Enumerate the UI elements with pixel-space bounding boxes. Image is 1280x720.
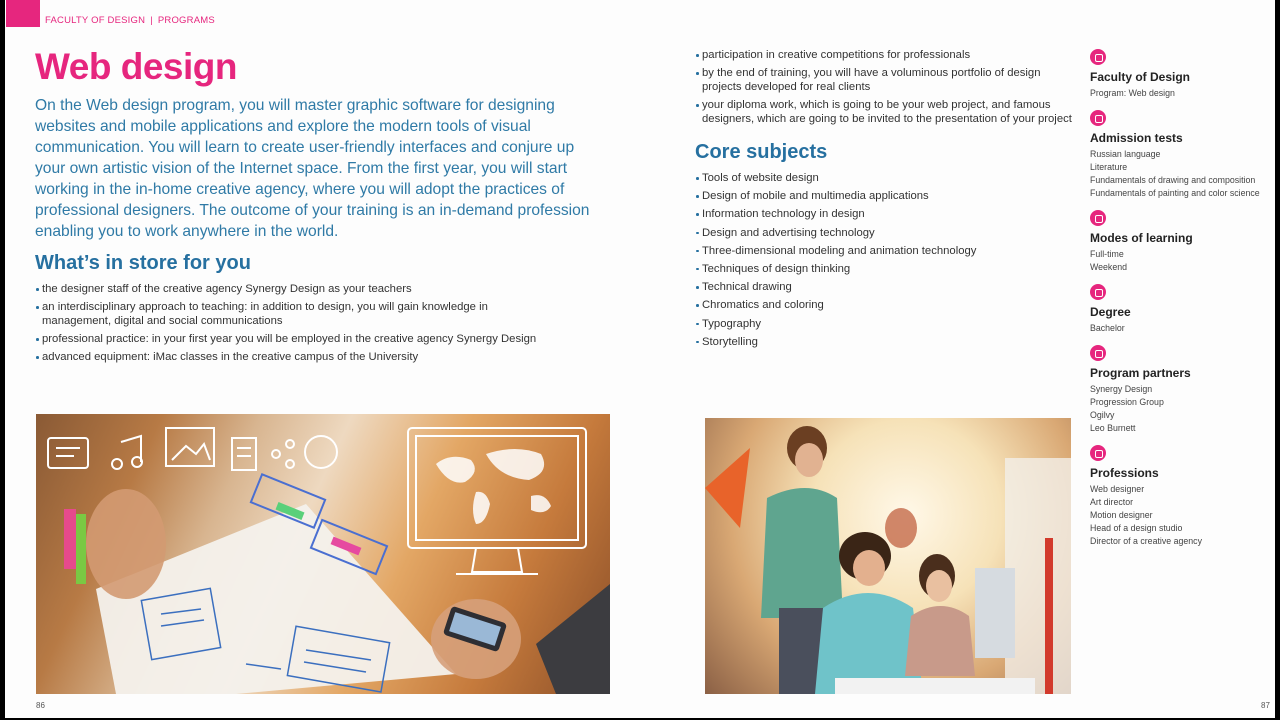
list-item: participation in creative competitions for professionals: [696, 48, 1076, 62]
list-item: Information technology in design: [696, 207, 1066, 221]
sidebar-item: Weekend: [1090, 262, 1128, 272]
sidebar-heading: Admission tests: [1090, 131, 1183, 145]
core-subjects-list: [696, 171, 1066, 353]
header-section: PROGRAMS: [157, 15, 215, 26]
list-item: an interdisciplinary approach to teaching: in addition to design, you will gain knowledge in management, digital and social communications: [36, 300, 556, 328]
header-faculty: FACULTY OF DESIGN: [45, 15, 146, 26]
list-item: advanced equipment: iMac classes in the creative campus of the University: [36, 350, 556, 364]
benefits-continued-list: [696, 48, 1076, 130]
brochure-spread: [5, 0, 1275, 718]
sidebar-heading: Program partners: [1090, 366, 1191, 380]
sidebar-item: Russian language: [1090, 149, 1161, 159]
list-item: by the end of training, you will have a voluminous portfolio of design projects developed for real clients: [696, 66, 1076, 94]
sidebar-item: Fundamentals of drawing and composition: [1090, 175, 1256, 185]
sidebar-item: Head of a design studio: [1090, 523, 1183, 533]
sidebar-heading: Modes of learning: [1090, 231, 1193, 245]
graduation-cap-icon: [1090, 284, 1106, 300]
list-item: your diploma work, which is going to be your web project, and famous designers, which are going to be invited to the presentation of your project: [696, 98, 1076, 126]
sidebar-section-faculty: [1090, 49, 1270, 100]
sidebar-section-modes: [1090, 210, 1270, 274]
list-item: Technical drawing: [696, 280, 1066, 294]
list-item: Tools of website design: [696, 171, 1066, 185]
mail-icon: [1090, 49, 1106, 65]
sidebar-item: Program: Web design: [1090, 88, 1175, 98]
students-illustration: [705, 418, 1071, 694]
sidebar-item: Ogilvy: [1090, 410, 1115, 420]
person-icon: [1090, 345, 1106, 361]
list-item: Design and advertising technology: [696, 226, 1066, 240]
page-number-left: 86: [36, 701, 45, 710]
store-heading: What’s in store for you: [35, 252, 251, 274]
sidebar-item: Literature: [1090, 162, 1128, 172]
sidebar-item: Director of a creative agency: [1090, 536, 1202, 546]
list-item: Three-dimensional modeling and animation technology: [696, 244, 1066, 258]
sidebar-section-admission: [1090, 110, 1270, 200]
sidebar-section-partners: [1090, 345, 1270, 435]
list-item: Typography: [696, 317, 1066, 331]
sidebar-item: Progression Group: [1090, 397, 1164, 407]
sidebar-heading: Degree: [1090, 305, 1131, 319]
sidebar-heading: Faculty of Design: [1090, 70, 1191, 84]
core-subjects-heading: Core subjects: [695, 141, 828, 163]
sidebar-item: Motion designer: [1090, 510, 1153, 520]
workspace-illustration: [36, 414, 610, 694]
list-item: Design of mobile and multimedia applications: [696, 189, 1066, 203]
store-list: [36, 282, 556, 368]
sidebar-item: Leo Burnett: [1090, 423, 1136, 433]
intro-paragraph: On the Web design program, you will master graphic software for designing websites and mobile applications and explore the modern tools of visual communication. You will learn to create user-friendly interfaces and conjure up your own artistic vision of the Internet space. From the first year, you will start working in the in-home creative agency, where you will adopt the practices of professional designers. The outcome of your training is an in-demand profession enabling you to work anywhere in the world.: [35, 97, 590, 240]
sidebar-item: Web designer: [1090, 484, 1145, 494]
sidebar-item: Art director: [1090, 497, 1134, 507]
sidebar-section-degree: [1090, 284, 1270, 335]
pink-corner-block: [6, 0, 40, 27]
list-item: the designer staff of the creative agency Synergy Design as your teachers: [36, 282, 556, 296]
list-item: Storytelling: [696, 335, 1066, 349]
list-item: Techniques of design thinking: [696, 262, 1066, 276]
students-photo: [705, 418, 1071, 694]
sidebar-item: Fundamentals of painting and color science: [1090, 188, 1260, 198]
list-item: professional practice: in your first year you will be employed in the creative agency Synergy Design: [36, 332, 556, 346]
page-title: Web design: [35, 46, 237, 87]
sidebar-item: Full-time: [1090, 249, 1124, 259]
sidebar-item: Synergy Design: [1090, 384, 1153, 394]
clock-icon: [1090, 210, 1106, 226]
program-info-sidebar: [1090, 48, 1270, 558]
design-workspace-photo: [36, 414, 610, 694]
sidebar-section-professions: [1090, 445, 1270, 548]
sidebar-item: Bachelor: [1090, 323, 1125, 333]
list-item: Chromatics and coloring: [696, 298, 1066, 312]
grid-icon: [1090, 110, 1106, 126]
sidebar-heading: Professions: [1090, 466, 1159, 480]
section-header: FACULTY OF DESIGN | PROGRAMS: [45, 15, 215, 26]
page-number-right: 87: [1261, 701, 1270, 710]
tools-icon: [1090, 445, 1106, 461]
